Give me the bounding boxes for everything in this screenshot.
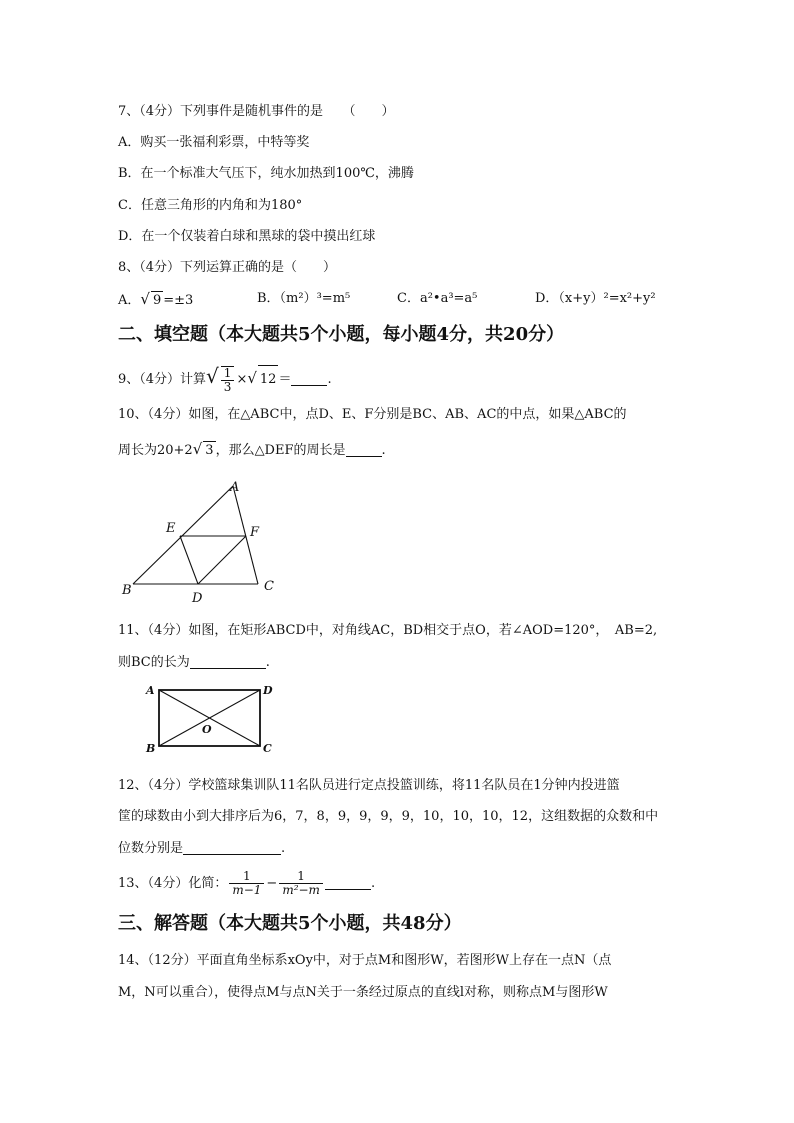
q12-answer-blank [183, 840, 281, 855]
q8-option-a-radicand: 9 [152, 293, 162, 308]
segment-ba [133, 486, 233, 584]
q8-option-c: C．a²•a³=a⁵ [397, 291, 478, 306]
q7-stem: 7、（4分）下列事件是随机事件的是 （ ） [118, 104, 395, 119]
q8-options [118, 290, 678, 310]
label-f: F [250, 525, 260, 540]
label-d: D [192, 591, 203, 606]
q7-option-a: A．购买一张福利彩票，中特等奖 [118, 135, 310, 150]
q9-radicand: 12 [258, 365, 279, 394]
q11-line1: 11、（4分）如图，在矩形ABCD中，对角线AC，BD相交于点O，若∠AOD=120°， AB=2, [118, 623, 658, 638]
q10-triangle-figure [118, 476, 288, 608]
section3-title: 三、解答题（本大题共5个小题，共48分） [118, 913, 462, 934]
q7-option-b: B．在一个标准大气压下，纯水加热到100℃，沸腾 [118, 166, 414, 181]
q10-line1: 10、（4分）如图，在△ABC中，点D、E、F分别是BC、AB、AC的中点，如果△ABC的 [118, 407, 627, 422]
q8-option-b: B．（m²）³=m⁵ [257, 291, 351, 306]
q10-answer-blank [346, 442, 382, 457]
segment-ed [180, 536, 198, 584]
q8-stem: 8、（4分）下列运算正确的是（ ） [118, 260, 337, 275]
q8-option-a: A．√ 9 =±3 [118, 290, 194, 308]
segment-fd [198, 536, 246, 584]
q12-line3: 位数分别是 . [118, 841, 286, 856]
label-a: A [230, 480, 240, 495]
label-b: B [146, 742, 156, 754]
q11-answer-blank [190, 654, 266, 669]
label-b: B [122, 583, 132, 598]
q7-option-c: C．任意三角形的内角和为180° [118, 198, 303, 213]
q12-line1: 12、（4分）学校篮球集训队11名队员进行定点投篮训练，将11名队员在1分钟内投进篮 [118, 778, 620, 793]
q8-option-d: D．（x+y）²=x²+y² [535, 291, 656, 306]
section2-title: 二、填空题（本大题共5个小题，每小题4分，共20分） [118, 324, 565, 345]
q7-option-d: D．在一个仅装着白球和黑球的袋中摸出红球 [118, 229, 376, 244]
label-e: E [166, 521, 176, 536]
q9-fraction: $\frac{1}{3}$ [221, 366, 235, 394]
q13-fraction-1: $\frac{1}{m-1}$ [229, 870, 264, 897]
q9-answer-blank [291, 371, 327, 386]
q14-line1: 14、（12分）平面直角坐标系xOy中，对于点M和图形W，若图形W上存在一点N（点 [118, 953, 612, 968]
q10-line2: 周长为20+2√ 3 ，那么△DEF的周长是 . [118, 440, 386, 458]
q13-fraction-2: $\frac{1}{\text{m²−m}}$ [279, 870, 323, 897]
label-d: D [263, 684, 273, 697]
q9-line: 9、（4分）计算√ $\frac{1}{3}$ ×√ 12 ＝ . [118, 364, 332, 394]
q11-rectangle-figure [140, 682, 276, 754]
label-c: C [264, 579, 274, 594]
q13-answer-blank [325, 875, 371, 890]
q11-line2: 则BC的长为 . [118, 655, 270, 670]
q14-line2: M，N可以重合），使得点M与点N关于一条经过原点的直线l对称，则称点M与图形W [118, 985, 608, 1000]
label-o: O [202, 723, 212, 736]
q13-line: 13、（4分）化简： $\frac{1}{m-1}$ − $\frac{1}{\text{m²−m}}$ . [118, 869, 376, 897]
q12-line2: 筐的球数由小到大排序后为6，7，8，9，9，9，9，10，10，10，12，这组数据的众数和中 [118, 809, 659, 824]
label-a: A [146, 684, 155, 697]
label-c: C [263, 742, 272, 754]
